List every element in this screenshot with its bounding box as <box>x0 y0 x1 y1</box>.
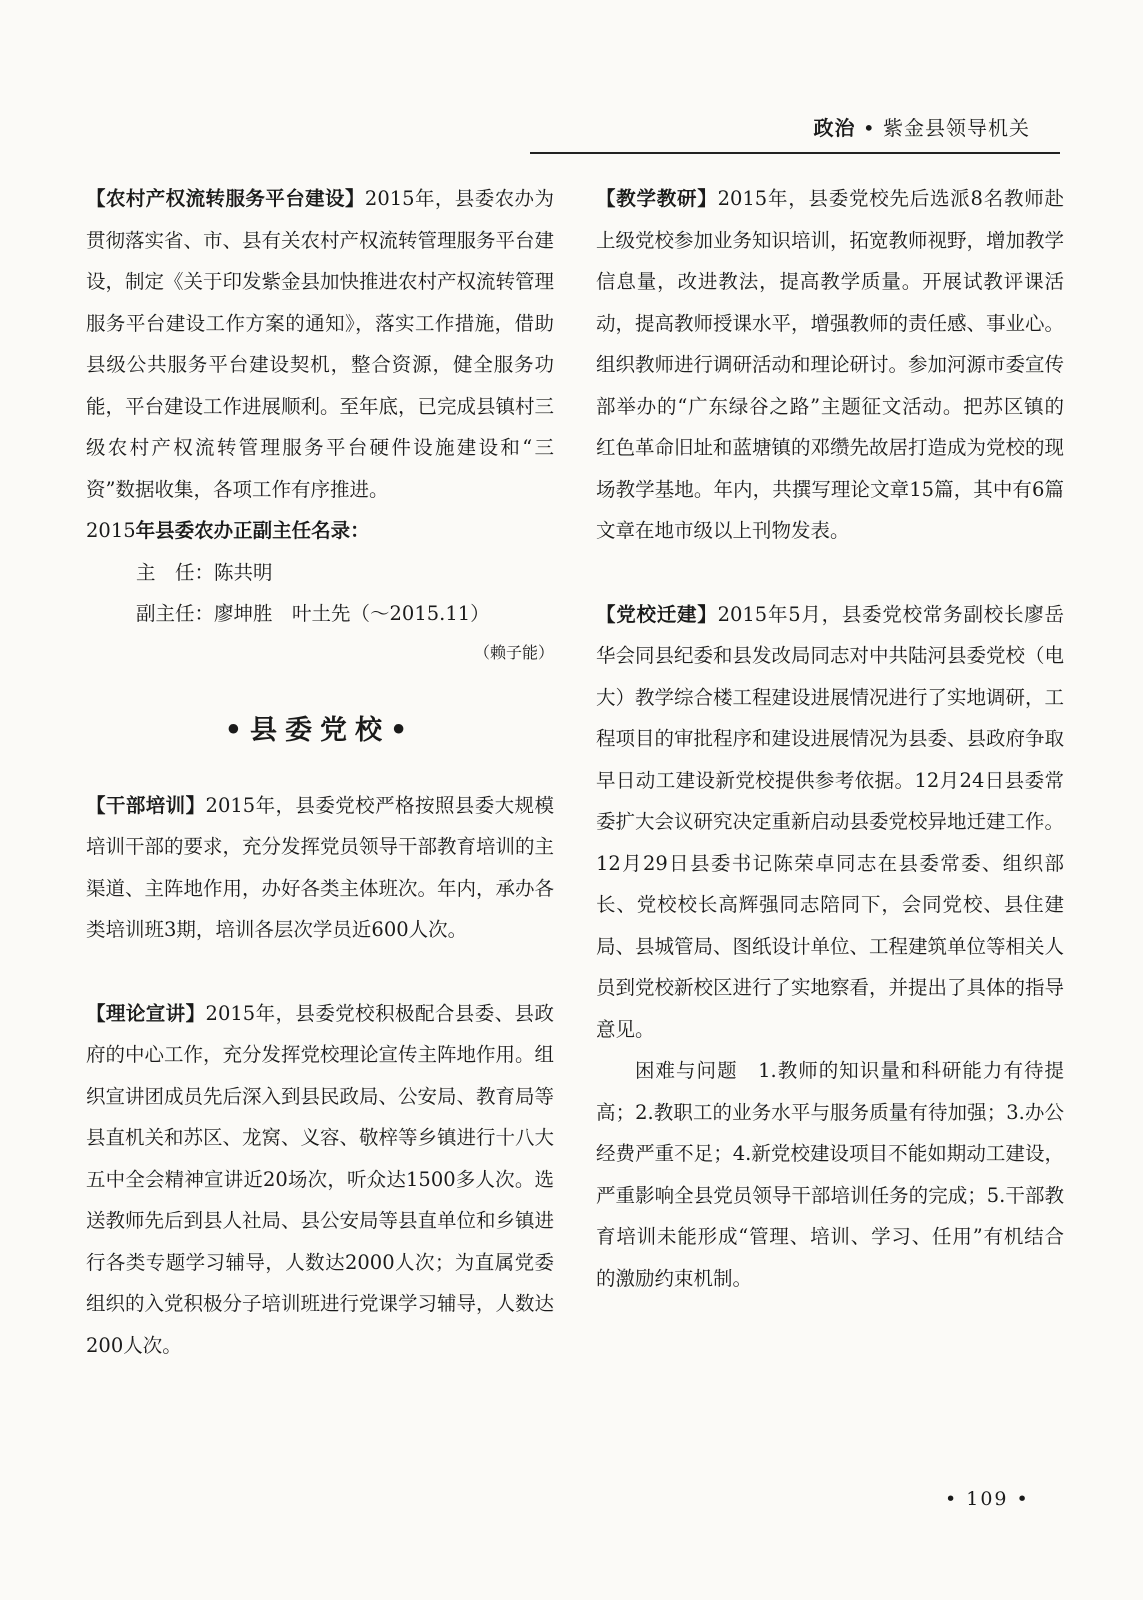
paragraph-difficulties: 困难与问题 1.教师的知识量和科研能力有待提高；2.教职工的业务水平与服务质量有待加强；3.办公经费严重不足；4.新党校建设项目不能如期动工建设，严重影响全县党员领导干部培训任务的完成；5.干部教育培训未能形成“管理、培训、学习、任用”有机结合的激励约束机制。 <box>596 1059 1064 1290</box>
header-rule <box>530 152 1060 154</box>
paragraph-rural-property-platform <box>86 178 554 510</box>
roster-title <box>86 510 554 552</box>
header-text <box>813 112 1030 141</box>
header-separator: • <box>862 116 876 140</box>
paragraph-tag: 【党校迁建】 <box>596 602 718 626</box>
paragraph-cadre-training <box>86 785 554 951</box>
roster-year: 2015 <box>86 519 136 542</box>
paragraph-body: 2015年，县委党校严格按照县委大规模培训干部的要求，充分发挥党员领导干部教育培训的主渠道、主阵地作用，办好各类主体班次。年内，承办各类培训班3期，培训各层次学员近600人次。 <box>86 793 555 941</box>
paragraph-tag: 【教学教研】 <box>596 187 718 210</box>
paragraph-gap <box>86 951 554 993</box>
right-column <box>596 178 1064 1299</box>
header-subsection: 紫金县领导机关 <box>883 116 1030 140</box>
roster-title-text: 年县委农办正副主任名录： <box>135 519 370 542</box>
paragraph-teaching-research <box>596 178 1064 552</box>
paragraph-tag: 【理论宣讲】 <box>86 1001 206 1025</box>
paragraph-tag: 【农村产权流转服务平台建设】 <box>86 187 365 210</box>
paragraph-tag: 【干部培训】 <box>86 793 206 817</box>
roster-deputy: 副主任：廖坤胜 叶土先（～2015.11） <box>136 602 490 625</box>
header-section: 政治 <box>813 116 856 140</box>
section-title: •县委党校• <box>224 714 416 746</box>
paragraph-body: 2015年，县委党校积极配合县委、县政府的中心工作，充分发挥党校理论宣传主阵地作用。组织宣讲团成员先后深入到县民政局、公安局、教育局等县直机关和苏区、龙窝、义容、敬梓等乡镇进行十八大五中全会精神宣讲近20场次，听众达1500多人次。选送教师先后到县人社局、县公安局等县直单位和乡镇进行各类专题学习辅导，人数达2000人次；为直属党委组织的入党积极分子培训班进行党课学习辅导，人数达200人次。 <box>86 1001 555 1357</box>
paragraph-theory-lectures <box>86 993 554 1367</box>
paragraph-gap <box>596 552 1064 594</box>
paragraph-body: 2015年5月，县委党校常务副校长廖岳华会同县纪委和县发改局同志对中共陆河县委党校（电大）教学综合楼工程建设进展情况进行了实地调研，工程项目的审批程序和建设进展情况为县委、县政府争取早日动工建设新党校提供参考依据。12月24日县委常委扩大会议研究决定重新启动县委党校异地迁建工作。12月29日县委书记陈荣卓同志在县委常委、组织部长、党校校长高辉强同志陪同下，会同党校、县住建局、县城管局、图纸设计单位、工程建筑单位等相关人员到党校新校区进行了实地察看，并提出了具体的指导意见。 <box>596 602 1065 1041</box>
paragraph-body: 2015年，县委党校先后选派8名教师赴上级党校参加业务知识培训，拓宽教师视野，增加教学信息量，改进教法，提高教学质量。开展试教评课活动，提高教师授课水平，增强教师的责任感、事业心。组织教师进行调研活动和理论研讨。参加河源市委宣传部举办的“广东绿谷之路”主题征文活动。把苏区镇的红色革命旧址和蓝塘镇的邓缵先故居打造成为党校的现场教学基地。年内，共撰写理论文章15篇，其中有6篇文章在地市级以上刊物发表。 <box>596 187 1065 542</box>
roster-director: 主 任：陈共明 <box>136 560 273 584</box>
author-credit: （赖子能） <box>473 642 554 662</box>
paragraph-body: 2015年，县委农办为贯彻落实省、市、县有关农村产权流转管理服务平台建设，制定《关于印发紫金县加快推进农村产权流转管理服务平台建设工作方案的通知》，落实工作措施，借助县级公共服务平台建设契机，整合资源，健全服务功能，平台建设工作进展顺利。至年底，已完成县镇村三级农村产权流转管理服务平台硬件设施建设和“三资”数据收集，各项工作有序推进。 <box>86 187 555 501</box>
running-header <box>530 108 1060 158</box>
left-column <box>86 178 554 1366</box>
page-number: • 109 • <box>945 1488 1030 1510</box>
paragraph-school-relocation <box>596 594 1064 1051</box>
